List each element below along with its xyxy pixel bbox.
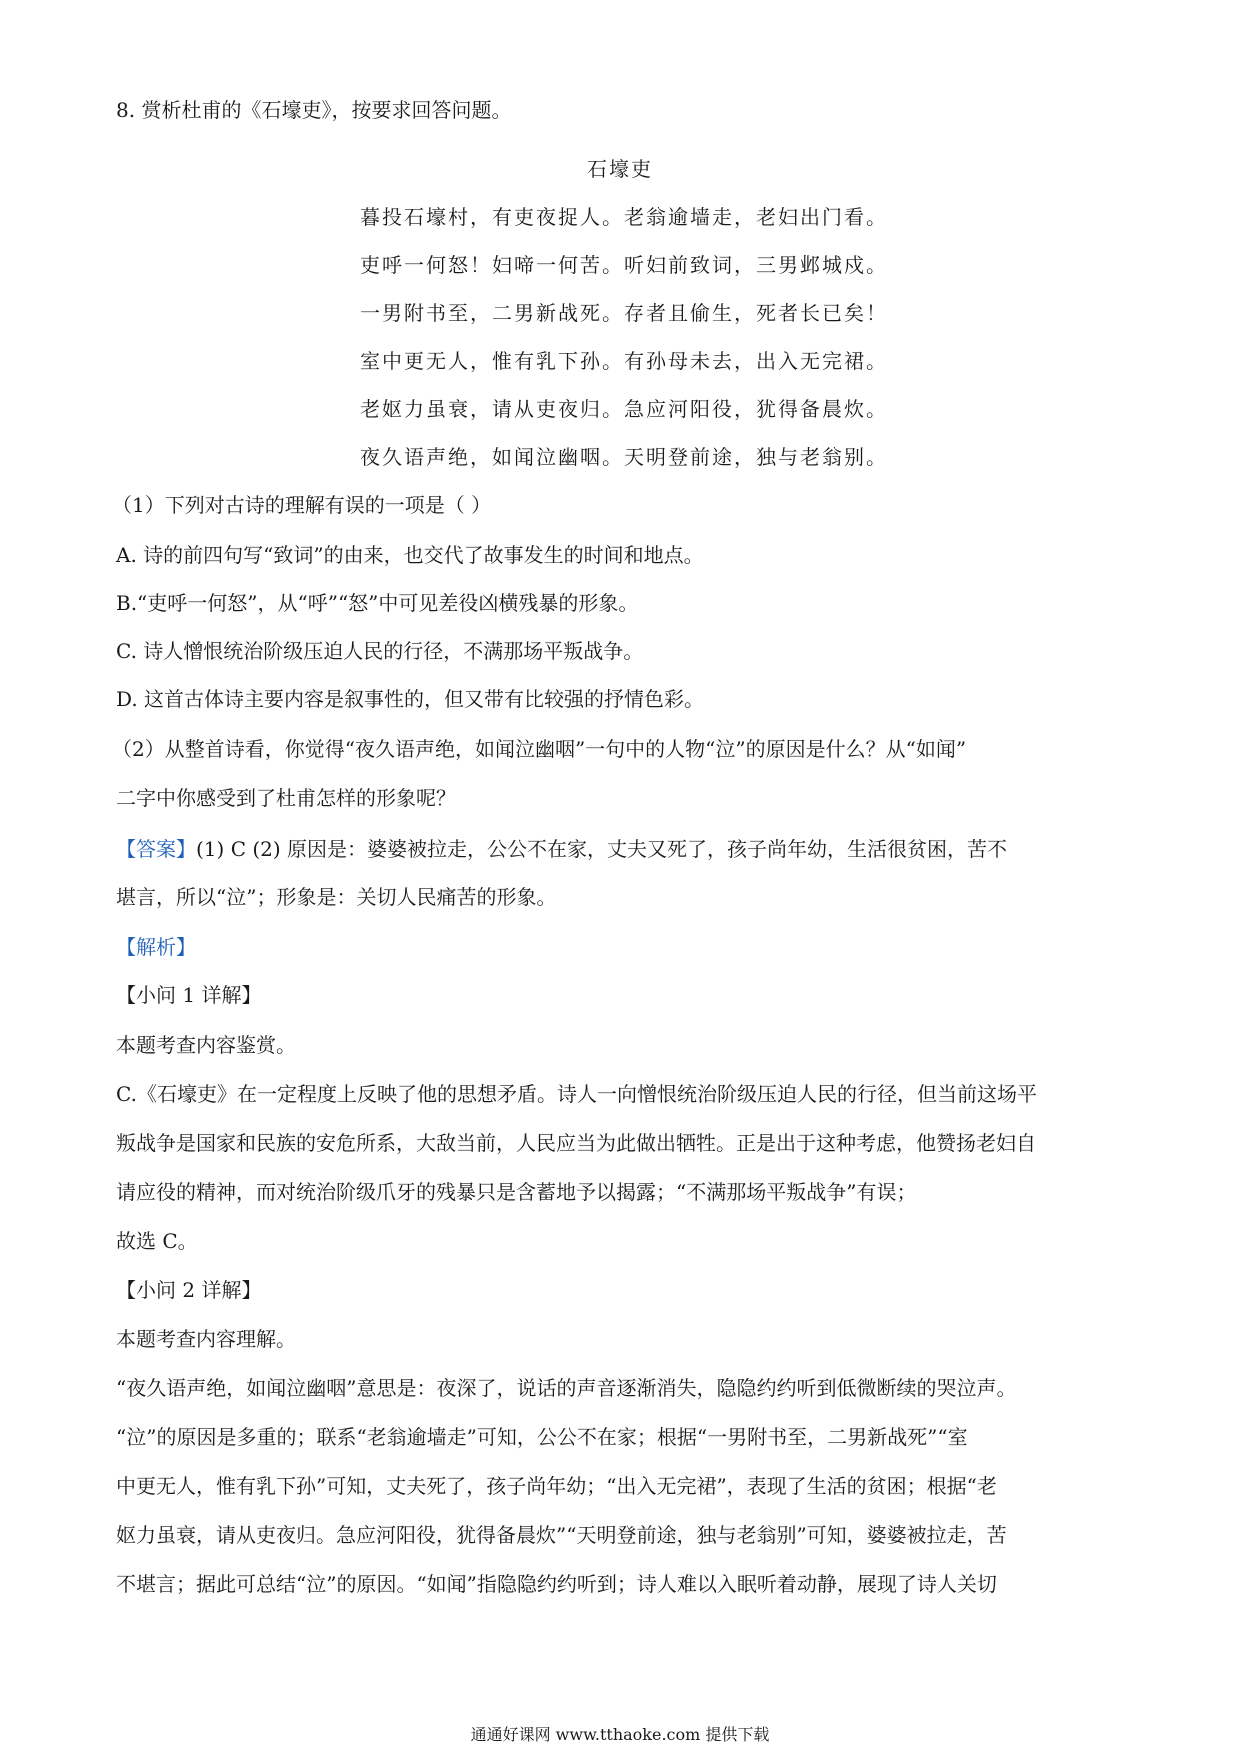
part1-text: 请应役的精神，而对统治阶级爪牙的残暴只是含蓄地予以揭露；“不满那场平叛战争”有误； (116, 1180, 917, 1204)
part1-text: 故选 C。 (116, 1229, 198, 1253)
answer-cont: 堪言，所以“泣”；形象是：关切人民痛苦的形象。 (116, 885, 557, 909)
part2-heading: 【小问 2 详解】 (116, 1278, 262, 1302)
option-a: A. 诗的前四句写“致词”的由来，也交代了故事发生的时间和地点。 (116, 543, 704, 567)
sub-question-1: （1）下列对古诗的理解有误的一项是（ ） (112, 493, 492, 517)
poem-line: 室中更无人，惟有乳下孙。有孙母未去，出入无完裙。 (360, 349, 888, 373)
part1-text: C.《石壕吏》在一定程度上反映了他的思想矛盾。诗人一向憎恨统治阶级压迫人民的行径，但当前这场平 (116, 1082, 1037, 1106)
part1-text: 本题考查内容鉴赏。 (116, 1033, 296, 1057)
part1-text: 叛战争是国家和民族的安危所系，大敌当前，人民应当为此做出牺牲。正是出于这种考虑，他赞扬老妇自 (116, 1131, 1036, 1155)
part2-text: “泣”的原因是多重的；联系“老翁逾墙走”可知，公公不在家；根据“一男附书至，二男新战死”“室 (116, 1425, 968, 1449)
part2-text: 中更无人，惟有乳下孙”可知，丈夫死了，孩子尚年幼；“出入无完裙”，表现了生活的贫困；根据“老 (116, 1474, 997, 1498)
option-b: B.“吏呼一何怒”，从“呼”“怒”中可见差役凶横残暴的形象。 (116, 591, 639, 615)
poem-line: 吏呼一何怒！妇啼一何苦。听妇前致词，三男邺城戍。 (360, 253, 888, 277)
poem-title: 石壕吏 (587, 157, 653, 181)
question-heading: 8. 赏析杜甫的《石壕吏》，按要求回答问题。 (116, 98, 512, 122)
page-footer: 通通好课网 www.tthaoke.com 提供下载 (470, 1725, 770, 1744)
answer-text: (1) C (2) 原因是：婆婆被拉走，公公不在家，丈夫又死了，孩子尚年幼，生活很贫困，苦不 (196, 837, 1008, 861)
part1-heading: 【小问 1 详解】 (116, 983, 262, 1007)
answer-tag: 【答案】 (116, 837, 196, 861)
option-d: D. 这首古体诗主要内容是叙事性的，但又带有比较强的抒情色彩。 (116, 687, 705, 711)
option-c: C. 诗人憎恨统治阶级压迫人民的行径，不满那场平叛战争。 (116, 639, 644, 663)
part2-text: 妪力虽衰，请从吏夜归。急应河阳役，犹得备晨炊”“天明登前途，独与老翁别”可知，婆婆被拉走，苦 (116, 1523, 1007, 1547)
poem-line: 暮投石壕村，有吏夜捉人。老翁逾墙走，老妇出门看。 (360, 205, 888, 229)
poem-line: 一男附书至，二男新战死。存者且偷生，死者长已矣！ (360, 301, 888, 325)
sub-question-2: （2）从整首诗看，你觉得“夜久语声绝，如闻泣幽咽”一句中的人物“泣”的原因是什么？从“如闻” (112, 737, 967, 761)
poem-line: 老妪力虽衰，请从吏夜归。急应河阳役，犹得备晨炊。 (360, 397, 888, 421)
analysis-tag: 【解析】 (116, 935, 196, 959)
part2-text: “夜久语声绝，如闻泣幽咽”意思是：夜深了，说话的声音逐渐消失，隐隐约约听到低微断续的哭泣声。 (116, 1376, 1017, 1400)
poem-line: 夜久语声绝，如闻泣幽咽。天明登前途，独与老翁别。 (360, 445, 888, 469)
sub-question-2-cont: 二字中你感受到了杜甫怎样的形象呢？ (116, 786, 456, 810)
answer-line (116, 834, 1007, 864)
part2-text: 本题考查内容理解。 (116, 1327, 296, 1351)
part2-text: 不堪言；据此可总结“泣”的原因。“如闻”指隐隐约约听到；诗人难以入眠听着动静，展现了诗人关切 (116, 1572, 997, 1596)
